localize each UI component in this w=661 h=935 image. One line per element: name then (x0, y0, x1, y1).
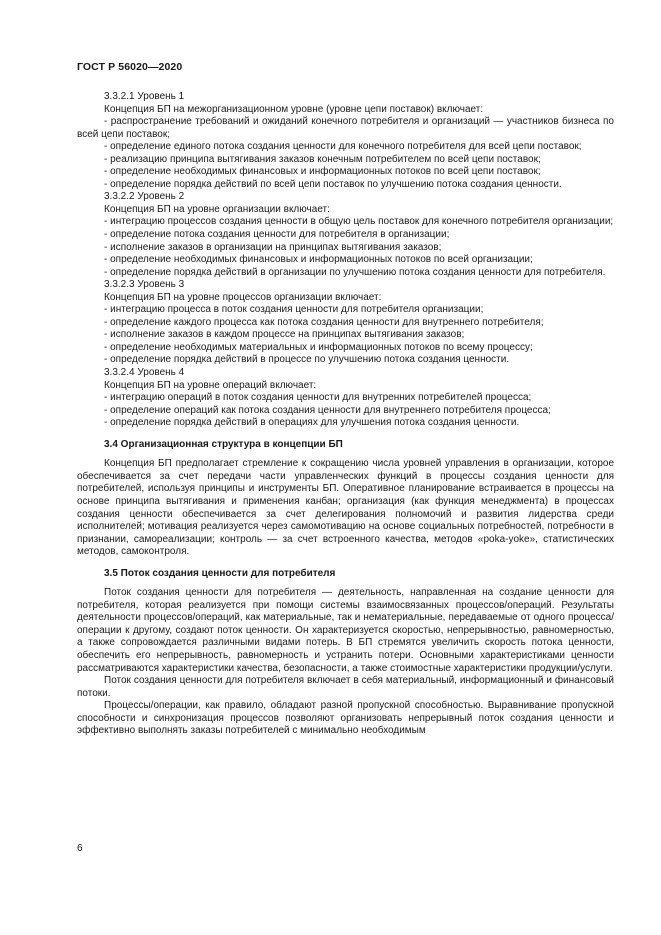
paragraph: - распространение требований и ожиданий конечного потребителя и организаций — участников бизнеса по всей цепи поставок; (77, 116, 614, 140)
paragraph: - определение порядка действий в процессе по улучшению потока создания ценности. (104, 354, 510, 366)
paragraph: - определение необходимых финансовых и информационных потоков по всей организации; (104, 254, 533, 266)
paragraph: - определение порядка действий в организации по улучшению потока создания ценности для потребителя. (104, 266, 606, 278)
paragraph: - определение потока создания ценности для потребителя в организации; (104, 229, 450, 241)
document-header: ГОСТ Р 56020—2020 (77, 61, 183, 73)
paragraph: Поток создания ценности для потребителя включает в себя материальный, информационный и финансовый потоки. (77, 675, 614, 699)
paragraph: - исполнение заказов в организации на принципах вытягивания заказов; (104, 241, 442, 253)
paragraph: Концепция БП на уровне процессов организации включает: (104, 291, 382, 303)
paragraph: 3.3.2.3 Уровень 3 (104, 279, 185, 291)
paragraph: 3.3.2.4 Уровень 4 (104, 367, 185, 379)
paragraph: Поток создания ценности для потребителя — деятельность, направленная на создание ценности для потребителя, которая реализуется при помощи системы взаимосвязанных процессов/операций. Результаты деятельности процессов/операций, как материальные, так и нематериальные, передаваемые от одного процесса/операции к другому, создают поток ценности. Он характеризуется скоростью, непрерывностью, равномерностью, а также сопровождается различными видами потерь. В БП стремятся увеличить скорость потока ценности, обеспечить его непрерывность, равномерность и устранить потери. Основными характеристиками ценности рассматриваются характеристики качества, безопасности, а также стоимостные характеристики продукции/услуги. (77, 587, 614, 674)
paragraph: - определение порядка действий в операциях для улучшения потока создания ценности. (104, 417, 520, 429)
paragraph: Концепция БП на уровне организации включает: (104, 203, 330, 215)
paragraph: Концепция БП предполагает стремление к сокращению числа уровней управления в организации, которое обеспечивается за счет передачи части управленческих функций в процессы создания ценности для потребителей, используя принципы и инструменты БП. Оперативное планирование встраивается в процессы на основе принципа вытягивания и применения канбан; организация (как функция менеджмента) в процессах создания ценности обеспечивается за счет делегирования полномочий и развития лидерства среди исполнителей; мотивация реализуется через самомотивацию на основе социальных потребностей, потребности в признании, самореализации; контроль — за счет встроенного качества, методов «poka-yoke», статистических методов, самоконтроля. (77, 458, 614, 558)
paragraph: - интеграцию процесса в поток создания ценности для потребителя организации; (104, 304, 484, 316)
paragraph: - определение операций как потока создания ценности для внутреннего потребителя процесса; (104, 404, 551, 416)
paragraph: - определение необходимых материальных и информационных потоков по всему процессу; (104, 341, 533, 353)
paragraph: - реализацию принципа вытягивания заказов конечным потребителем по всей цепи поставок; (104, 153, 541, 165)
paragraph: Концепция БП на межорганизационном уровне (уровне цепи поставок) включает: (104, 103, 484, 115)
paragraph: - интеграцию процессов создания ценности в общую цель поставок для конечного потребителя организации; (104, 216, 614, 228)
paragraph: Концепция БП на уровне операций включает: (104, 379, 317, 391)
section-heading: 3.4 Организационная структура в концепции БП (104, 438, 343, 450)
document-body (77, 91, 614, 738)
paragraph: - определение порядка действий по всей цепи поставок по улучшению потока создания ценности. (104, 178, 562, 190)
paragraph: - исполнение заказов в каждом процессе на принципах вытягивания заказов; (104, 329, 465, 341)
paragraph: Процессы/операции, как правило, обладают разной пропускной способностью. Выравнивание пропускной способности и синхронизация процессов позволяют организовать непрерывный поток создания ценности и эффективно выполнять заказы потребителей с минимально необходимым (77, 700, 614, 737)
paragraph: - определение единого потока создания ценности для конечного потребителя для всей цепи поставок; (104, 141, 582, 153)
section-heading: 3.5 Поток создания ценности для потребителя (104, 567, 336, 579)
paragraph: 3.3.2.2 Уровень 2 (104, 191, 185, 203)
paragraph: - интеграцию операций в поток создания ценности для внутренних потребителей процесса; (104, 392, 532, 404)
paragraph: - определение каждого процесса как потока создания ценности для внутреннего потребителя; (104, 316, 544, 328)
page-number: 6 (77, 843, 83, 854)
paragraph: - определение необходимых финансовых и информационных потоков по всей цепи поставок; (104, 166, 541, 178)
paragraph: 3.3.2.1 Уровень 1 (104, 91, 185, 102)
